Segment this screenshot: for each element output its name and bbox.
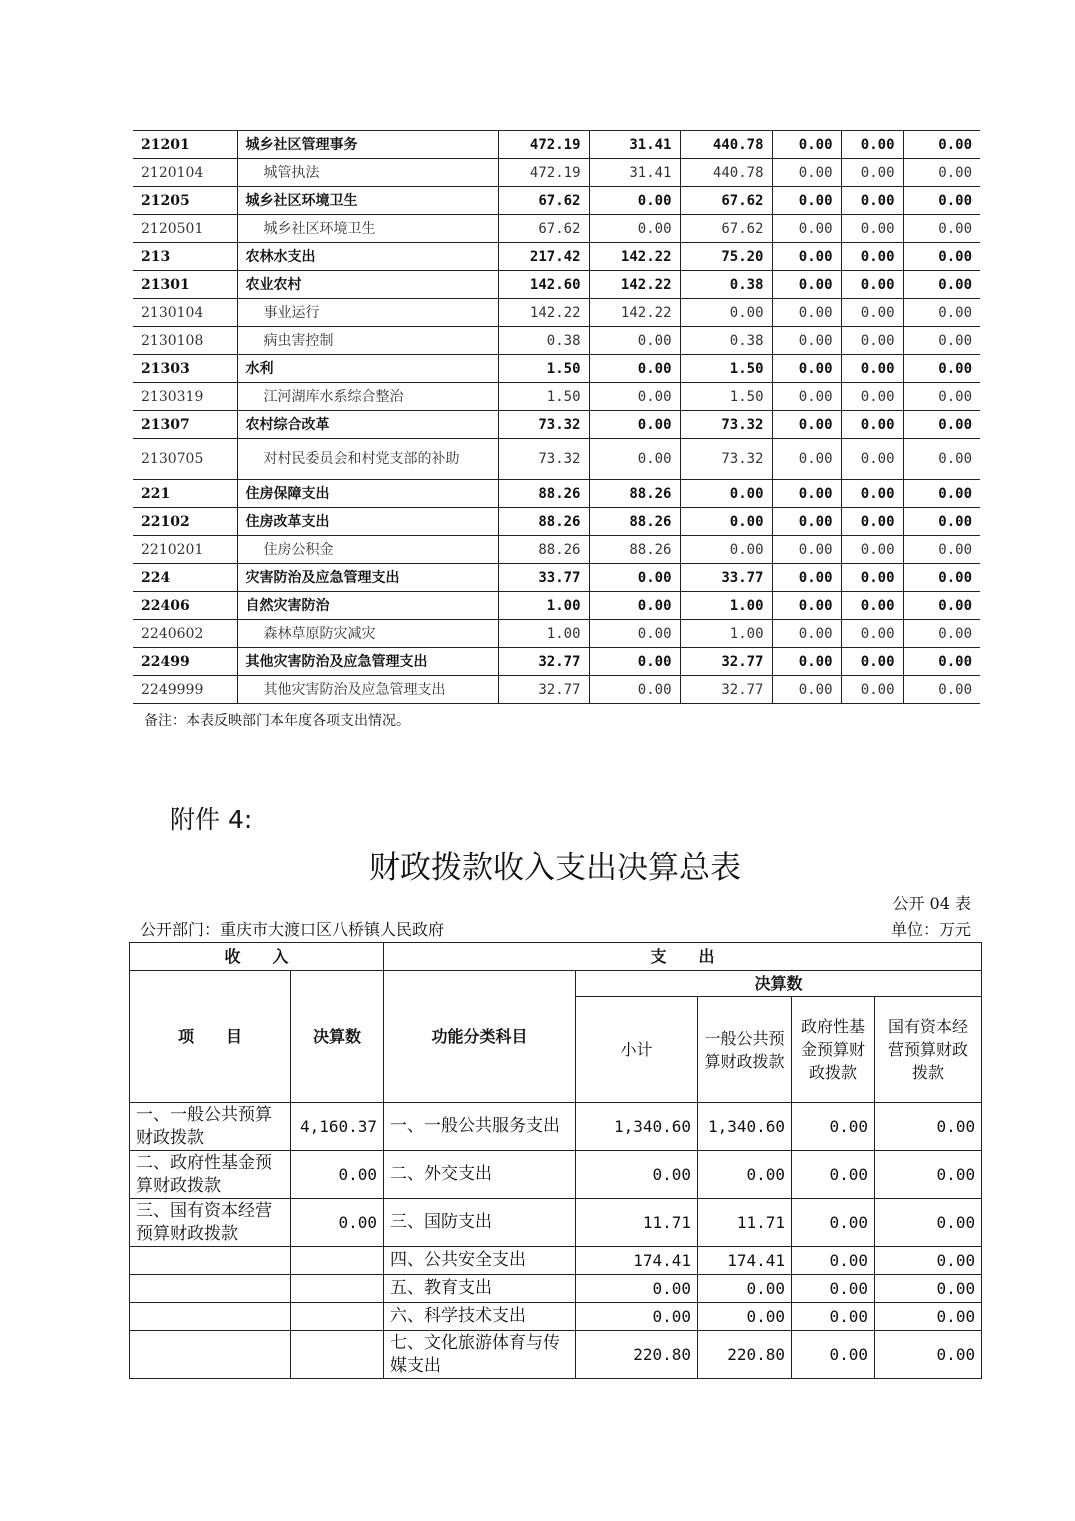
row-value-4: 0.00 xyxy=(772,159,841,187)
row-value-5: 0.00 xyxy=(841,439,903,480)
row-name: 水利 xyxy=(237,355,498,383)
table-row xyxy=(133,480,980,508)
row-value-5: 0.00 xyxy=(841,411,903,439)
expense-state-capital: 0.00 xyxy=(875,1303,982,1331)
row-value-4: 0.00 xyxy=(772,243,841,271)
row-name: 自然灾害防治 xyxy=(237,592,498,620)
row-value-1: 88.26 xyxy=(498,536,589,564)
row-value-6: 0.00 xyxy=(903,676,980,704)
row-name: 农村综合改革 xyxy=(237,411,498,439)
row-code: 2210201 xyxy=(133,536,237,564)
expense-subtotal: 11.71 xyxy=(576,1199,698,1247)
income-item xyxy=(130,1275,291,1303)
expenditure-detail-table xyxy=(133,130,980,704)
row-name: 其他灾害防治及应急管理支出 xyxy=(237,676,498,704)
table-row xyxy=(133,187,980,215)
row-value-2: 0.00 xyxy=(589,620,680,648)
expense-subtotal: 0.00 xyxy=(576,1303,698,1331)
row-value-6: 0.00 xyxy=(903,187,980,215)
row-name: 对村民委员会和村党支部的补助 xyxy=(237,439,498,480)
expense-subtotal: 0.00 xyxy=(576,1275,698,1303)
row-value-4: 0.00 xyxy=(772,564,841,592)
table-row xyxy=(133,159,980,187)
expense-gov-fund: 0.00 xyxy=(792,1331,875,1379)
row-value-1: 1.00 xyxy=(498,592,589,620)
row-name: 城乡社区环境卫生 xyxy=(237,215,498,243)
row-value-2: 0.00 xyxy=(589,355,680,383)
row-value-3: 0.00 xyxy=(680,536,772,564)
table-row xyxy=(130,1331,982,1379)
row-value-5: 0.00 xyxy=(841,271,903,299)
row-code: 224 xyxy=(133,564,237,592)
expense-gov-fund: 0.00 xyxy=(792,1303,875,1331)
row-value-4: 0.00 xyxy=(772,536,841,564)
row-code: 2130319 xyxy=(133,383,237,411)
row-value-5: 0.00 xyxy=(841,299,903,327)
department-label: 公开部门：重庆市大渡口区八桥镇人民政府 xyxy=(140,920,445,939)
expense-general: 1,340.60 xyxy=(698,1103,792,1151)
row-value-3: 33.77 xyxy=(680,564,772,592)
row-value-4: 0.00 xyxy=(772,676,841,704)
row-value-1: 67.62 xyxy=(498,187,589,215)
row-value-2: 142.22 xyxy=(589,299,680,327)
row-value-6: 0.00 xyxy=(903,480,980,508)
row-value-1: 33.77 xyxy=(498,564,589,592)
row-value-1: 472.19 xyxy=(498,131,589,159)
row-value-2: 0.00 xyxy=(589,215,680,243)
row-value-5: 0.00 xyxy=(841,243,903,271)
table-row xyxy=(133,676,980,704)
row-value-6: 0.00 xyxy=(903,620,980,648)
row-value-3: 73.32 xyxy=(680,411,772,439)
row-value-5: 0.00 xyxy=(841,620,903,648)
income-amount: 0.00 xyxy=(291,1199,384,1247)
row-value-4: 0.00 xyxy=(772,383,841,411)
row-value-4: 0.00 xyxy=(772,327,841,355)
final-amount-group-header: 决算数 xyxy=(576,971,982,997)
row-value-3: 1.50 xyxy=(680,355,772,383)
expense-subtotal: 220.80 xyxy=(576,1331,698,1379)
table-row xyxy=(133,411,980,439)
expense-item: 一、一般公共服务支出 xyxy=(384,1103,576,1151)
table-row xyxy=(133,592,980,620)
function-category-header: 功能分类科目 xyxy=(384,971,576,1103)
table-row xyxy=(130,1275,982,1303)
row-value-2: 88.26 xyxy=(589,536,680,564)
item-header: 项 目 xyxy=(130,971,291,1103)
row-value-1: 472.19 xyxy=(498,159,589,187)
row-value-5: 0.00 xyxy=(841,536,903,564)
row-code: 22499 xyxy=(133,648,237,676)
row-name: 城乡社区环境卫生 xyxy=(237,187,498,215)
row-value-5: 0.00 xyxy=(841,592,903,620)
table-row xyxy=(133,564,980,592)
row-value-6: 0.00 xyxy=(903,411,980,439)
income-item: 二、政府性基金预算财政拨款 xyxy=(130,1151,291,1199)
income-item xyxy=(130,1303,291,1331)
row-value-2: 142.22 xyxy=(589,243,680,271)
row-value-3: 1.00 xyxy=(680,592,772,620)
expense-item: 二、外交支出 xyxy=(384,1151,576,1199)
row-value-3: 1.00 xyxy=(680,620,772,648)
row-name: 农业农村 xyxy=(237,271,498,299)
header-row-top xyxy=(130,943,982,971)
row-value-4: 0.00 xyxy=(772,592,841,620)
expense-general: 0.00 xyxy=(698,1151,792,1199)
expense-gov-fund: 0.00 xyxy=(792,1151,875,1199)
row-name: 病虫害控制 xyxy=(237,327,498,355)
row-value-4: 0.00 xyxy=(772,355,841,383)
header-row-middle xyxy=(130,971,982,997)
income-amount xyxy=(291,1247,384,1275)
table-row xyxy=(133,327,980,355)
row-name: 农林水支出 xyxy=(237,243,498,271)
table-row xyxy=(133,439,980,480)
row-value-3: 1.50 xyxy=(680,383,772,411)
row-value-6: 0.00 xyxy=(903,159,980,187)
row-value-6: 0.00 xyxy=(903,536,980,564)
state-capital-header: 国有资本经营预算财政拨款 xyxy=(875,997,982,1103)
row-value-3: 0.38 xyxy=(680,271,772,299)
row-value-2: 0.00 xyxy=(589,592,680,620)
row-value-1: 88.26 xyxy=(498,480,589,508)
row-name: 住房公积金 xyxy=(237,536,498,564)
row-value-1: 1.50 xyxy=(498,383,589,411)
row-code: 21303 xyxy=(133,355,237,383)
row-value-6: 0.00 xyxy=(903,592,980,620)
row-code: 22102 xyxy=(133,508,237,536)
row-code: 21205 xyxy=(133,187,237,215)
income-item: 三、国有资本经营预算财政拨款 xyxy=(130,1199,291,1247)
row-name: 森林草原防灾减灾 xyxy=(237,620,498,648)
row-code: 221 xyxy=(133,480,237,508)
table-row xyxy=(133,648,980,676)
income-item: 一、一般公共预算财政拨款 xyxy=(130,1103,291,1151)
row-value-1: 217.42 xyxy=(498,243,589,271)
row-value-2: 31.41 xyxy=(589,131,680,159)
page-title: 财政拨款收入支出决算总表 xyxy=(369,850,741,886)
row-code: 213 xyxy=(133,243,237,271)
table-row xyxy=(133,131,980,159)
row-value-2: 142.22 xyxy=(589,271,680,299)
row-value-1: 73.32 xyxy=(498,411,589,439)
expense-general: 11.71 xyxy=(698,1199,792,1247)
final-amount-header: 决算数 xyxy=(291,971,384,1103)
row-value-6: 0.00 xyxy=(903,131,980,159)
row-code: 2120104 xyxy=(133,159,237,187)
expense-state-capital: 0.00 xyxy=(875,1247,982,1275)
row-code: 21201 xyxy=(133,131,237,159)
row-value-4: 0.00 xyxy=(772,187,841,215)
row-code: 2240602 xyxy=(133,620,237,648)
attachment-label: 附件 4: xyxy=(170,805,253,834)
row-code: 22406 xyxy=(133,592,237,620)
row-value-5: 0.00 xyxy=(841,215,903,243)
expense-gov-fund: 0.00 xyxy=(792,1103,875,1151)
gov-fund-header: 政府性基金预算财政拨款 xyxy=(792,997,875,1103)
income-amount xyxy=(291,1275,384,1303)
row-value-4: 0.00 xyxy=(772,271,841,299)
row-value-6: 0.00 xyxy=(903,564,980,592)
row-value-5: 0.00 xyxy=(841,383,903,411)
row-value-2: 88.26 xyxy=(589,508,680,536)
row-value-3: 32.77 xyxy=(680,676,772,704)
unit-label: 单位：万元 xyxy=(890,920,971,939)
expense-item: 六、科学技术支出 xyxy=(384,1303,576,1331)
row-value-1: 32.77 xyxy=(498,648,589,676)
table-row xyxy=(133,271,980,299)
general-budget-header: 一般公共预算财政拨款 xyxy=(698,997,792,1103)
expense-item: 三、国防支出 xyxy=(384,1199,576,1247)
expense-item: 四、公共安全支出 xyxy=(384,1247,576,1275)
table-note: 备注：本表反映部门本年度各项支出情况。 xyxy=(144,713,410,729)
row-value-1: 88.26 xyxy=(498,508,589,536)
row-value-1: 32.77 xyxy=(498,676,589,704)
row-name: 事业运行 xyxy=(237,299,498,327)
row-value-6: 0.00 xyxy=(903,299,980,327)
expense-subtotal: 1,340.60 xyxy=(576,1103,698,1151)
row-value-6: 0.00 xyxy=(903,327,980,355)
table-row xyxy=(130,1247,982,1275)
row-code: 2120501 xyxy=(133,215,237,243)
fiscal-summary-body xyxy=(130,943,982,1379)
row-value-2: 0.00 xyxy=(589,187,680,215)
row-value-6: 0.00 xyxy=(903,271,980,299)
row-value-2: 0.00 xyxy=(589,383,680,411)
row-value-2: 0.00 xyxy=(589,564,680,592)
income-item xyxy=(130,1331,291,1379)
expense-general: 174.41 xyxy=(698,1247,792,1275)
expense-state-capital: 0.00 xyxy=(875,1151,982,1199)
row-value-4: 0.00 xyxy=(772,439,841,480)
row-name: 住房改革支出 xyxy=(237,508,498,536)
row-value-2: 0.00 xyxy=(589,327,680,355)
row-name: 灾害防治及应急管理支出 xyxy=(237,564,498,592)
expense-general: 220.80 xyxy=(698,1331,792,1379)
row-value-4: 0.00 xyxy=(772,620,841,648)
expense-item: 五、教育支出 xyxy=(384,1275,576,1303)
row-name: 其他灾害防治及应急管理支出 xyxy=(237,648,498,676)
income-amount: 0.00 xyxy=(291,1151,384,1199)
row-value-5: 0.00 xyxy=(841,187,903,215)
row-value-5: 0.00 xyxy=(841,327,903,355)
row-value-3: 75.20 xyxy=(680,243,772,271)
row-value-1: 0.38 xyxy=(498,327,589,355)
expense-gov-fund: 0.00 xyxy=(792,1199,875,1247)
expense-gov-fund: 0.00 xyxy=(792,1247,875,1275)
expense-state-capital: 0.00 xyxy=(875,1275,982,1303)
expense-subtotal: 174.41 xyxy=(576,1247,698,1275)
row-value-2: 31.41 xyxy=(589,159,680,187)
table-row xyxy=(133,620,980,648)
income-amount xyxy=(291,1303,384,1331)
table-row xyxy=(133,536,980,564)
row-value-2: 0.00 xyxy=(589,411,680,439)
expense-item: 七、文化旅游体育与传媒支出 xyxy=(384,1331,576,1379)
table-row xyxy=(133,299,980,327)
expense-general: 0.00 xyxy=(698,1275,792,1303)
expenditure-detail-body xyxy=(133,131,980,704)
row-value-6: 0.00 xyxy=(903,355,980,383)
row-code: 2130104 xyxy=(133,299,237,327)
row-value-5: 0.00 xyxy=(841,480,903,508)
row-value-1: 67.62 xyxy=(498,215,589,243)
row-code: 2130108 xyxy=(133,327,237,355)
table-row xyxy=(130,1151,982,1199)
row-name: 城乡社区管理事务 xyxy=(237,131,498,159)
row-value-3: 0.00 xyxy=(680,480,772,508)
row-value-4: 0.00 xyxy=(772,299,841,327)
row-value-3: 67.62 xyxy=(680,215,772,243)
row-name: 住房保障支出 xyxy=(237,480,498,508)
expense-state-capital: 0.00 xyxy=(875,1199,982,1247)
row-name: 江河湖库水系综合整治 xyxy=(237,383,498,411)
income-header: 收 入 xyxy=(130,943,384,971)
row-value-3: 67.62 xyxy=(680,187,772,215)
row-value-5: 0.00 xyxy=(841,564,903,592)
expense-subtotal: 0.00 xyxy=(576,1151,698,1199)
income-amount xyxy=(291,1331,384,1379)
row-value-4: 0.00 xyxy=(772,411,841,439)
row-value-3: 0.00 xyxy=(680,508,772,536)
table-row xyxy=(130,1103,982,1151)
expense-gov-fund: 0.00 xyxy=(792,1275,875,1303)
row-value-5: 0.00 xyxy=(841,355,903,383)
row-code: 21301 xyxy=(133,271,237,299)
fiscal-summary-table xyxy=(129,942,982,1379)
row-value-2: 88.26 xyxy=(589,480,680,508)
row-value-5: 0.00 xyxy=(841,131,903,159)
row-value-2: 0.00 xyxy=(589,648,680,676)
row-value-4: 0.00 xyxy=(772,648,841,676)
form-number: 公开 04 表 xyxy=(892,894,971,913)
income-item xyxy=(130,1247,291,1275)
table-row xyxy=(133,215,980,243)
row-value-5: 0.00 xyxy=(841,648,903,676)
row-value-1: 142.60 xyxy=(498,271,589,299)
row-value-2: 0.00 xyxy=(589,439,680,480)
expense-header: 支 出 xyxy=(384,943,982,971)
expense-state-capital: 0.00 xyxy=(875,1331,982,1379)
row-value-5: 0.00 xyxy=(841,159,903,187)
row-value-1: 1.00 xyxy=(498,620,589,648)
table-row xyxy=(133,243,980,271)
row-value-4: 0.00 xyxy=(772,215,841,243)
income-amount: 4,160.37 xyxy=(291,1103,384,1151)
expense-general: 0.00 xyxy=(698,1303,792,1331)
table-row xyxy=(133,508,980,536)
row-value-4: 0.00 xyxy=(772,508,841,536)
table-row xyxy=(130,1303,982,1331)
row-value-2: 0.00 xyxy=(589,676,680,704)
row-value-3: 0.38 xyxy=(680,327,772,355)
expense-state-capital: 0.00 xyxy=(875,1103,982,1151)
row-value-6: 0.00 xyxy=(903,508,980,536)
row-code: 2130705 xyxy=(133,439,237,480)
row-value-6: 0.00 xyxy=(903,648,980,676)
row-value-3: 440.78 xyxy=(680,131,772,159)
subtotal-header: 小计 xyxy=(576,997,698,1103)
row-value-3: 440.78 xyxy=(680,159,772,187)
row-code: 2249999 xyxy=(133,676,237,704)
row-value-6: 0.00 xyxy=(903,215,980,243)
row-value-4: 0.00 xyxy=(772,480,841,508)
row-value-5: 0.00 xyxy=(841,508,903,536)
row-value-3: 0.00 xyxy=(680,299,772,327)
row-value-3: 32.77 xyxy=(680,648,772,676)
table-row xyxy=(133,383,980,411)
row-code: 21307 xyxy=(133,411,237,439)
row-value-6: 0.00 xyxy=(903,383,980,411)
row-value-5: 0.00 xyxy=(841,676,903,704)
row-value-4: 0.00 xyxy=(772,131,841,159)
row-value-1: 142.22 xyxy=(498,299,589,327)
row-value-6: 0.00 xyxy=(903,439,980,480)
row-value-3: 73.32 xyxy=(680,439,772,480)
row-name: 城管执法 xyxy=(237,159,498,187)
row-value-6: 0.00 xyxy=(903,243,980,271)
table-row xyxy=(133,355,980,383)
row-value-1: 73.32 xyxy=(498,439,589,480)
table-row xyxy=(130,1199,982,1247)
row-value-1: 1.50 xyxy=(498,355,589,383)
